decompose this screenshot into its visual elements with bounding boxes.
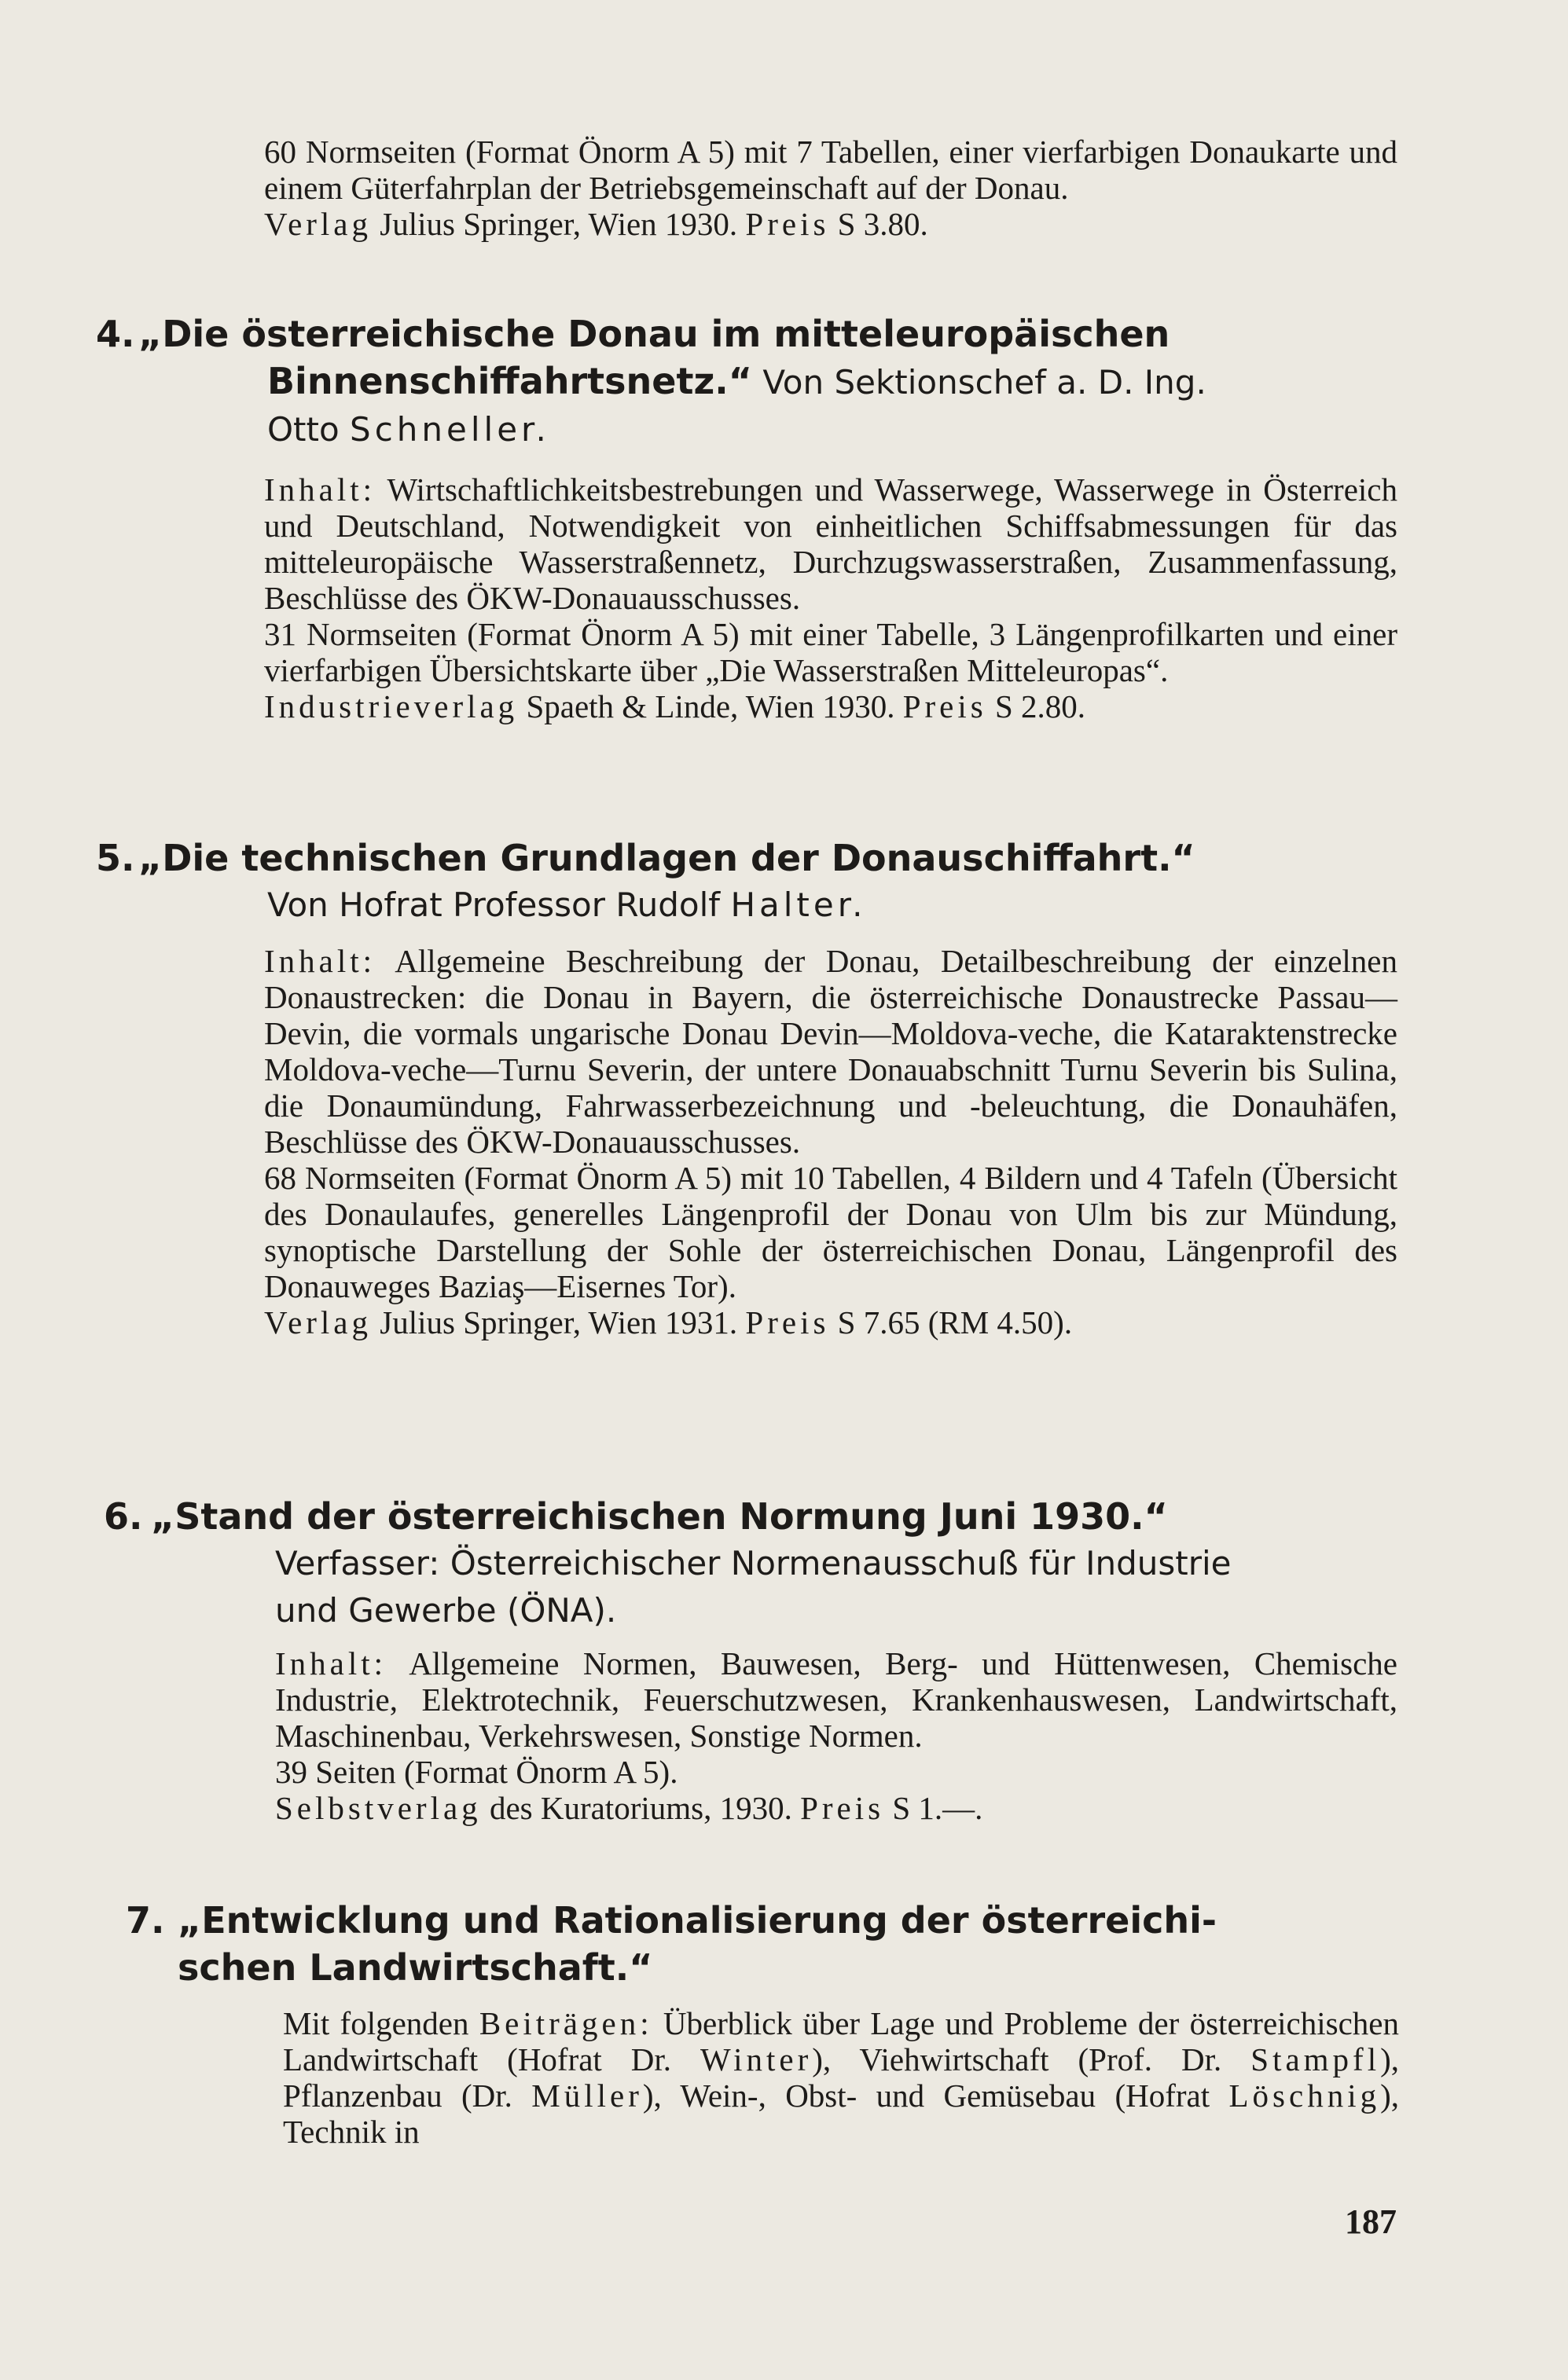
content-paragraph — [283, 2005, 1399, 2150]
content-text: ), Wein-, Obst- und Gemüsebau (Hofrat — [642, 2077, 1229, 2114]
content-text: Überblick über Lage und Probleme der österreichischen Landwirtschaft (Hofrat Dr. — [283, 2005, 1399, 2077]
publisher-name: Verlag — [264, 1304, 373, 1340]
entry-5-author — [96, 882, 1408, 929]
price-label: Preis — [745, 206, 830, 242]
contributor-name: Löschnig — [1228, 2077, 1381, 2114]
content-text: ), Technik in — [283, 2077, 1400, 2150]
entry-number: 5. — [96, 837, 135, 879]
content-text: ), Viehwirtschaft (Prof. Dr. — [812, 2041, 1251, 2077]
entry-number: 4. — [96, 313, 135, 355]
entry-6-body — [275, 1645, 1397, 1826]
format-paragraph: 31 Normseiten (Format Önorm A 5) mit einer Tabelle, 3 Längenprofilkarten und einer vierfarbigen Übersichtskarte über „Die Wasserstraßen Mitteleuropas“. — [264, 616, 1397, 688]
author-surname: Halter. — [730, 886, 867, 924]
price-value: S 2.80. — [986, 688, 1086, 724]
contributor-name: Winter — [700, 2041, 813, 2077]
entry-4-body — [264, 471, 1397, 724]
publisher-name: Verlag — [264, 206, 373, 242]
intro-block — [264, 134, 1397, 242]
entry-4 — [96, 310, 1408, 453]
entry-7 — [126, 1897, 1415, 1991]
price-value: S 7.65 (RM 4.50). — [829, 1304, 1073, 1340]
author-text: Von Hofrat Professor Rudolf — [267, 886, 731, 924]
format-paragraph: 39 Seiten (Format Önorm A 5). — [275, 1754, 678, 1790]
content-paragraph — [275, 1645, 1397, 1754]
price-value: S 1.—. — [884, 1790, 983, 1826]
publisher-line — [264, 688, 1397, 724]
title-text: „Entwicklung und Rationalisierung der österreichi- — [178, 1899, 1217, 1942]
publisher-name: Selbstverlag — [275, 1790, 482, 1826]
contributor-name: Stampfl — [1250, 2041, 1381, 2077]
entry-7-title-line2: schen Landwirtschaft.“ — [178, 1946, 653, 1989]
price-label: Preis — [800, 1790, 885, 1826]
intro-format-text: 60 Normseiten (Format Önorm A 5) mit 7 Tabellen, einer vierfarbigen Donaukarte und einem Güterfahrplan der Betriebsgemeinschaft auf der Donau. — [264, 134, 1397, 206]
title-text: Binnenschiffahrtsnetz.“ — [267, 360, 752, 402]
content-text: Allgemeine Beschreibung der Donau, Detailbeschreibung der einzelnen Donaustrecken: die Donau in Bayern, die österreichische Donaustrecke Passau—Devin, die vormals ungarische Donau Devin—Moldova-veche, die Kataraktenstrecke Moldova-veche—Turnu Severin, der untere Donauabschnitt Turnu Severin bis Sulina, die Donaumündung, Fahrwasserbezeichnung und -beleuchtung, die Donauhäfen, Beschlüsse des ÖKW-Donauausschusses. — [264, 943, 1397, 1160]
publisher-details: Julius Springer, Wien 1930. — [372, 206, 746, 242]
entry-5-body — [264, 943, 1397, 1340]
content-label: Inhalt: — [264, 943, 376, 979]
content-text: ), Pflanzenbau (Dr. — [283, 2041, 1399, 2114]
publisher-line — [275, 1790, 1397, 1826]
entry-7-title — [126, 1897, 1415, 1944]
price-label: Preis — [745, 1304, 830, 1340]
content-text: Allgemeine Normen, Bauwesen, Berg- und Hüttenwesen, Chemische Industrie, Elektrotechnik, Feuerschutzwesen, Krankenhauswesen, Landwirtschaft, Maschinenbau, Verkehrswesen, Sonstige Normen. — [275, 1645, 1397, 1754]
entry-4-author — [96, 406, 1408, 453]
intro-publisher-line — [264, 206, 1397, 242]
entry-6-author-line1: Verfasser: Österreichischer Normenausschuß für Industrie — [275, 1544, 1232, 1582]
publisher-details: Spaeth & Linde, Wien 1930. — [518, 688, 903, 724]
entry-5-title — [96, 834, 1408, 882]
content-paragraph — [264, 471, 1397, 616]
entry-6-title — [104, 1493, 1408, 1540]
entry-7-body — [283, 2005, 1399, 2150]
publisher-line — [264, 1304, 1397, 1340]
title-text: „Die österreichische Donau im mitteleuropäischen — [138, 313, 1170, 355]
content-label: Inhalt: — [275, 1645, 387, 1681]
content-label: Inhalt: — [264, 471, 376, 508]
contributor-name: Müller — [531, 2077, 643, 2114]
price-label: Preis — [902, 688, 987, 724]
author-text: Otto — [267, 410, 351, 449]
publisher-name: Industrieverlag — [264, 688, 519, 724]
entry-number: 6. — [104, 1495, 143, 1538]
price-value: S 3.80. — [829, 206, 928, 242]
author-surname: Schneller. — [350, 410, 550, 449]
entry-5 — [96, 834, 1408, 929]
publisher-details: Julius Springer, Wien 1931. — [372, 1304, 746, 1340]
title-text: „Stand der österreichischen Normung Juni 1930.“ — [151, 1495, 1168, 1538]
content-paragraph — [264, 943, 1397, 1160]
title-text: „Die technischen Grundlagen der Donauschiffahrt.“ — [138, 837, 1195, 879]
author-text: Von Sektionschef a. D. Ing. — [751, 363, 1206, 402]
page-number: 187 — [1345, 2202, 1397, 2241]
format-paragraph: 68 Normseiten (Format Önorm A 5) mit 10 Tabellen, 4 Bildern und 4 Tafeln (Übersicht des Donaulaufes, generelles Längenprofil der Donau von Ulm bis zur Mündung, synoptische Darstellung der Sohle der österreichischen Donau, Längenprofil des Donauweges Baziaş—Eisernes Tor). — [264, 1160, 1397, 1304]
content-label: Beiträgen: — [479, 2005, 653, 2041]
entry-6 — [104, 1493, 1408, 1634]
entry-6-author-line2: und Gewerbe (ÖNA). — [275, 1591, 617, 1630]
publisher-details: des Kuratoriums, 1930. — [481, 1790, 801, 1826]
content-text: Mit folgenden — [283, 2005, 479, 2041]
entry-number: 7. — [126, 1899, 165, 1942]
entry-4-title — [96, 310, 1408, 358]
content-text: Wirtschaftlichkeitsbestrebungen und Wasserwege, Wasserwege in Österreich und Deutschland, Notwendigkeit von einheitlichen Schiffsabmessungen für das mitteleuropäische Wasserstraßennetz, Durchzugswasserstraßen, Zusammenfassung, Beschlüsse des ÖKW-Donauausschusses. — [264, 471, 1397, 616]
entry-4-title-line2 — [96, 358, 1408, 406]
